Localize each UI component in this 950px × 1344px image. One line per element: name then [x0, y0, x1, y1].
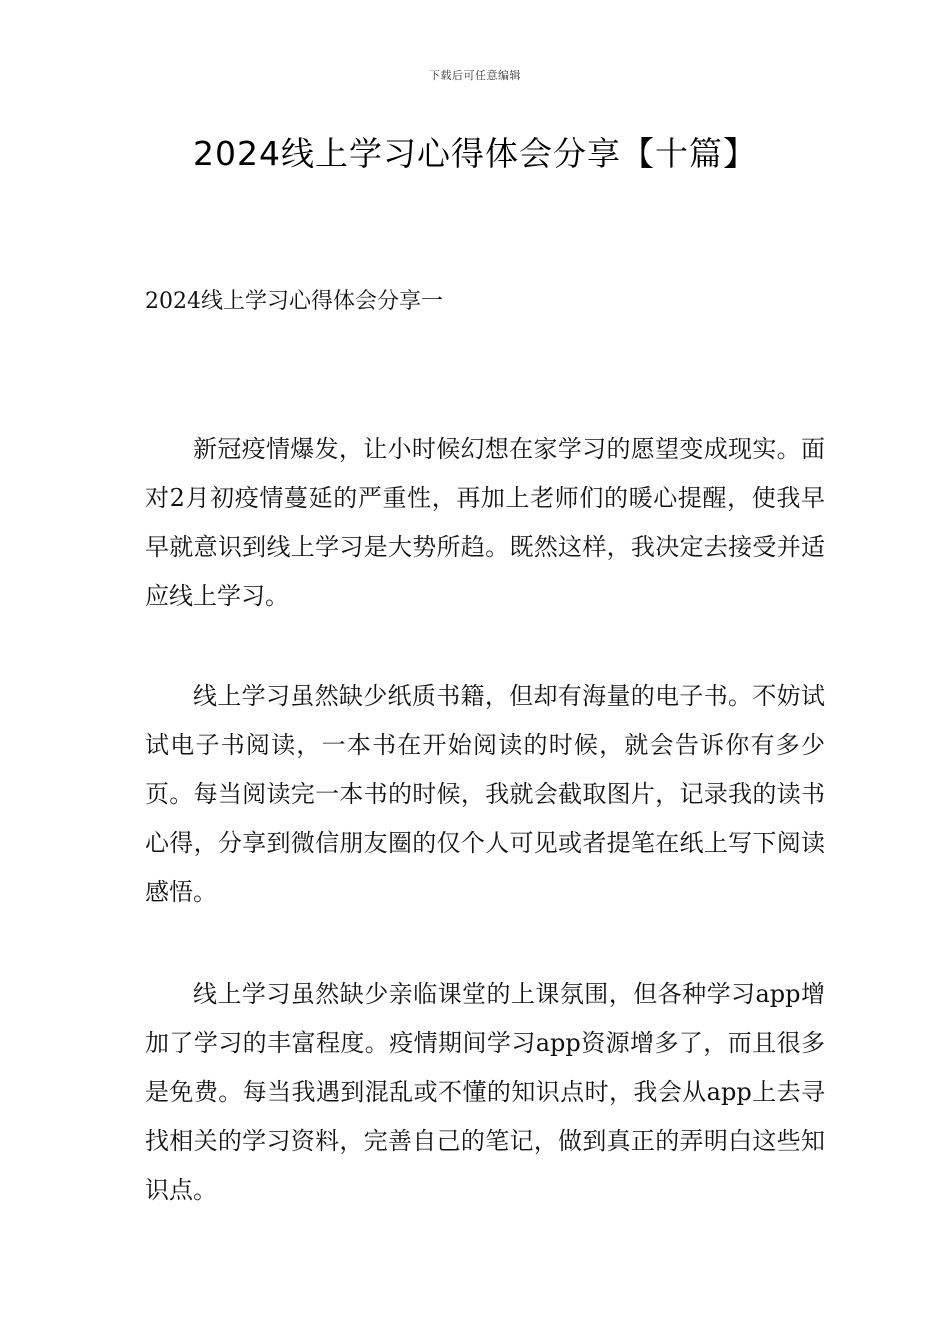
- section-heading: 2024线上学习心得体会分享一: [145, 289, 443, 314]
- paragraph-block-1: [145, 425, 825, 621]
- paragraph-block-3: [145, 970, 825, 1215]
- paragraph-block-2: [145, 672, 825, 917]
- document-title: 2024线上学习心得体会分享【十篇】: [193, 134, 757, 173]
- body-paragraph: 新冠疫情爆发，让小时候幻想在家学习的愿望变成现实。面对2月初疫情蔓延的严重性，再加上老师们的暖心提醒，使我早早就意识到线上学习是大势所趋。既然这样，我决定去接受并适应线上学习。: [145, 435, 825, 610]
- body-paragraph: 线上学习虽然缺少亲临课堂的上课氛围，但各种学习app增加了学习的丰富程度。疫情期间学习app资源增多了，而且很多是免费。每当我遇到混乱或不懂的知识点时，我会从app上去寻找相关的学习资料，完善自己的笔记，做到真正的弄明白这些知识点。: [145, 980, 825, 1204]
- header-note: 下载后可任意编辑: [429, 69, 521, 82]
- body-paragraph: 线上学习虽然缺少纸质书籍，但却有海量的电子书。不妨试试电子书阅读，一本书在开始阅读的时候，就会告诉你有多少页。每当阅读完一本书的时候，我就会截取图片，记录我的读书心得，分享到微信朋友圈的仅个人可见或者提笔在纸上写下阅读感悟。: [145, 682, 825, 906]
